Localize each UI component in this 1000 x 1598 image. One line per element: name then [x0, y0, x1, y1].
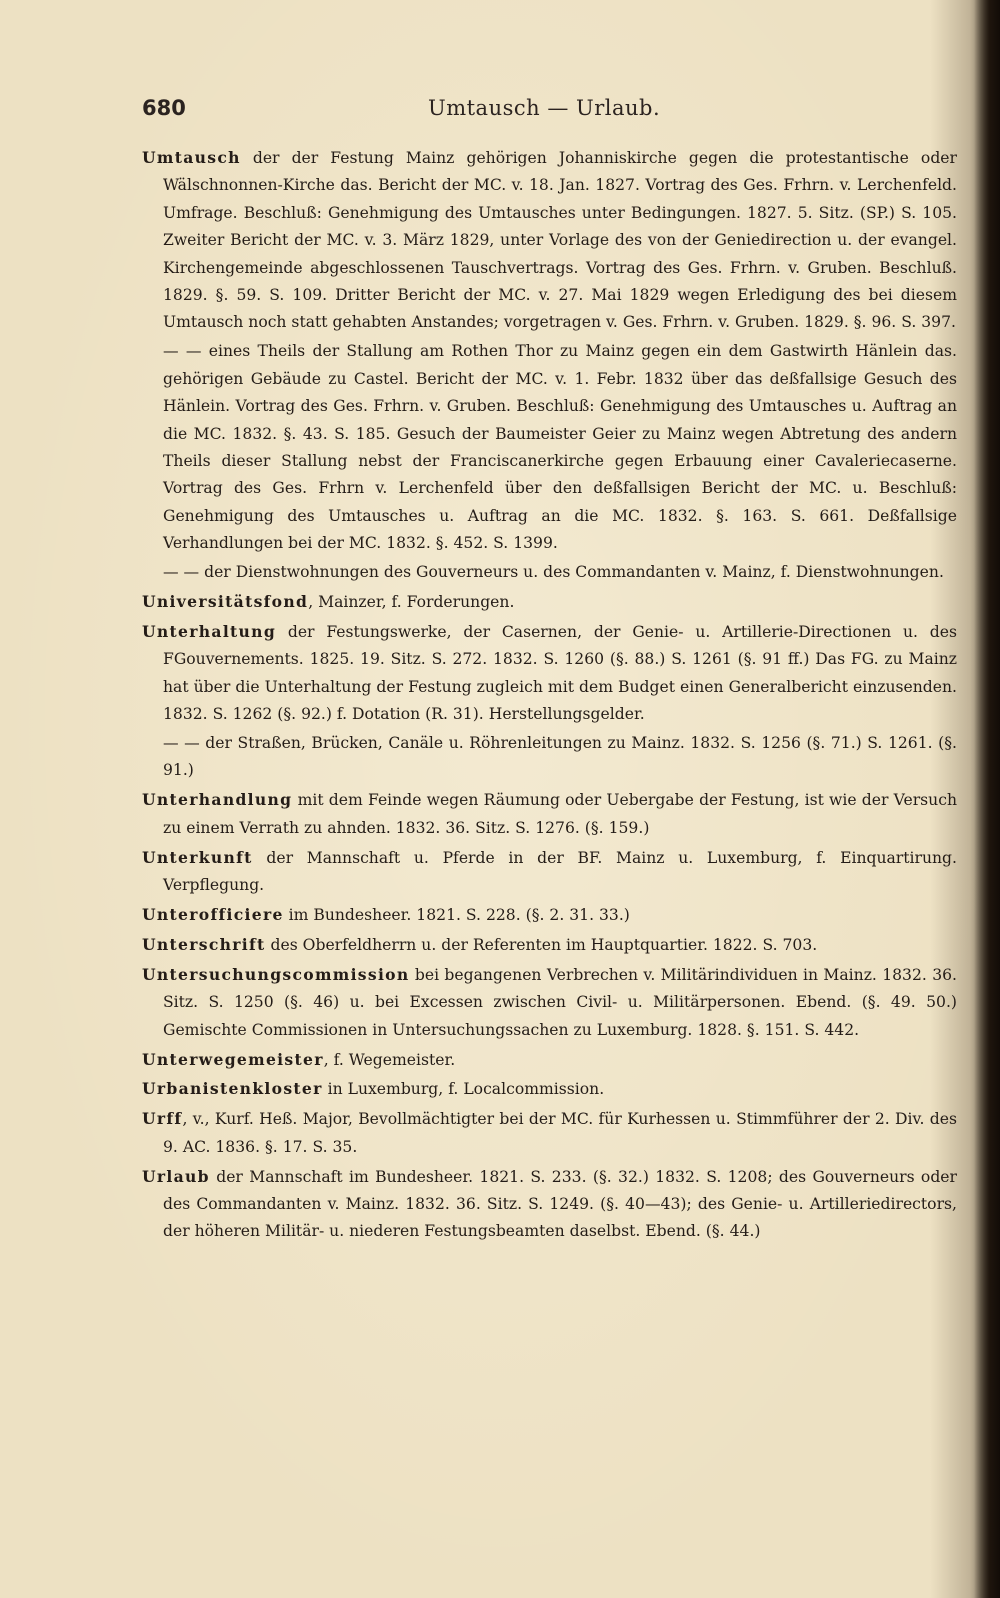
- index-subentry-stallung: [142, 338, 957, 557]
- entry-keyword: Universitätsfond: [142, 592, 309, 611]
- page-number: 680: [142, 96, 186, 120]
- index-entry-unterschrift: [142, 931, 957, 959]
- entry-keyword: Urbanistenkloster: [142, 1079, 323, 1099]
- entry-text: — — der Straßen, Brücken, Canäle u. Röhrenleitungen zu Mainz. 1832. S. 1256 (§. 71.) S. 1261. (§. 91.): [163, 734, 957, 780]
- entry-keyword: Unterkunft: [142, 847, 253, 867]
- entry-keyword: Unterhandlung: [142, 790, 293, 810]
- entry-text: der Mannschaft u. Pferde in der BF. Mainz u. Luxemburg, f. Einquartirung. Verpflegung.: [163, 848, 957, 895]
- book-binding-edge: [974, 0, 1000, 1598]
- index-entry-urbanistenkloster: [142, 1075, 957, 1103]
- index-entry-unterkunft: [142, 844, 957, 900]
- index-entry-urlaub: [142, 1163, 957, 1246]
- running-head: Umtausch — Urlaub.: [428, 96, 661, 120]
- entry-text: der der Festung Mainz gehörigen Johanniskirche gegen die protestantische oder Wälschnonnen-Kirche das. Bericht der MC. v. 18. Jan. 1827. Vortrag des Ges. Frhrn. v. Lerchenfeld. Umfrage. Beschluß: Genehmigung des Umtausches unter Bedingungen. 1827. 5. Sitz. (SP.) S. 105. Zweiter Bericht der MC. v. 3. März 1829, unter Vorlage des von der Geniedirection u. der evangel. Kirchengemeinde abgeschlossenen Tauschvertrags. Vortrag des Ges. Frhrn. v. Gruben. Beschluß. 1829. §. 59. S. 109. Dritter Bericht der MC. v. 27. Mai 1829 wegen Erledigung des bei diesem Umtausch noch statt gehabten Anstandes; vorgetragen v. Ges. Frhrn. v. Gruben. 1829. §. 96. S. 397.: [163, 149, 957, 332]
- index-entry-unterofficiere: [142, 901, 957, 929]
- entry-text: der Festungswerke, der Casernen, der Genie- u. Artillerie-Directionen u. des FGouvernements. 1825. 19. Sitz. S. 272. 1832. S. 1260 (§. 88.) S. 1261 (§. 91 ff.) Das FG. zu Mainz hat über die Unterhaltung der Festung zugleich mit dem Budget einen Generalbericht einzusenden. 1832. S. 1262 (§. 92.) f. Dotation (R. 31). Herstellungsgelder.: [163, 622, 957, 724]
- entry-keyword: Unterofficiere: [142, 904, 284, 924]
- entry-keyword: Urlaub: [142, 1166, 210, 1186]
- entry-text: , v., Kurf. Heß. Major, Bevollmächtigter bei der MC. für Kurhessen u. Stimmführer der 2. Div. des 9. AC. 1836. §. 17. S. 35.: [163, 1110, 957, 1156]
- entry-keyword: Umtausch: [142, 148, 241, 167]
- entry-text: — — eines Theils der Stallung am Rothen Thor zu Mainz gegen ein dem Gastwirth Hänlein das. gehörigen Gebäude zu Castel. Bericht der MC. v. 1. Febr. 1832 über das deßfallsige Gesuch des Hänlein. Vortrag des Ges. Frhrn. v. Gruben. Beschluß: Genehmigung des Umtausches u. Auftrag an die MC. 1832. §. 43. S. 185. Gesuch der Baumeister Geier zu Mainz wegen Abtretung des andern Theils dieser Stallung nebst der Franciscanerkirche gegen Erbauung einer Cavaleriecaserne. Vortrag des Ges. Frhrn v. Lerchenfeld über den deßfallsigen Bericht der MC. u. Beschluß: Genehmigung des Umtausches u. Auftrag an die MC. 1832. §. 163. S. 661. Deßfallsige Verhandlungen bei der MC. 1832. §. 452. S. 1399.: [163, 342, 957, 553]
- index-entry-universitaetsfond: [142, 588, 957, 616]
- index-body: [142, 144, 957, 1247]
- entry-keyword: Untersuchungscommission: [142, 964, 410, 984]
- index-entry-umtausch: [142, 144, 957, 337]
- index-entry-unterwegemeister: [142, 1046, 957, 1074]
- entry-text: , Mainzer, f. Forderungen.: [308, 593, 515, 611]
- index-entry-untersuchungscommission: [142, 961, 957, 1044]
- index-entry-unterhaltung: [142, 618, 957, 729]
- entry-text: bei begangenen Verbrechen v. Militärindividuen in Mainz. 1832. 36. Sitz. S. 1250 (§. 46) u. bei Excessen zwischen Civil- u. Militärpersonen. Ebend. (§. 49. 50.) Gemischte Commissionen in Untersuchungssachen zu Luxemburg. 1828. §. 151. S. 442.: [163, 965, 957, 1039]
- entry-text: — — der Dienstwohnungen des Gouverneurs u. des Commandanten v. Mainz, f. Dienstwohnungen.: [163, 563, 944, 582]
- entry-keyword: Unterschrift: [142, 934, 266, 954]
- entry-text: in Luxemburg, f. Localcommission.: [322, 1080, 605, 1099]
- index-subentry-dienstwohnungen: [142, 559, 957, 586]
- page-header: [142, 96, 952, 126]
- entry-keyword: Urff: [142, 1109, 183, 1129]
- entry-text: , f. Wegemeister.: [323, 1050, 456, 1069]
- entry-keyword: Unterwegemeister: [142, 1049, 324, 1069]
- index-entry-unterhandlung: [142, 786, 957, 842]
- entry-text: des Oberfeldherrn u. der Referenten im Hauptquartier. 1822. S. 703.: [265, 935, 818, 954]
- entry-text: mit dem Feinde wegen Räumung oder Uebergabe der Festung, ist wie der Versuch zu einem Verrath zu ahnden. 1832. 36. Sitz. S. 1276. (§. 159.): [163, 791, 957, 837]
- entry-text: der Mannschaft im Bundesheer. 1821. S. 233. (§. 32.) 1832. S. 1208; des Gouverneurs oder des Commandanten v. Mainz. 1832. 36. Sitz. S. 1249. (§. 40—43); des Genie- u. Artilleriedirectors, der höheren Militär- u. niederen Festungsbeamten daselbst. Ebend. (§. 44.): [163, 1167, 957, 1241]
- entry-keyword: Unterhaltung: [142, 621, 277, 641]
- index-subentry-strassen: [142, 730, 957, 785]
- entry-text: im Bundesheer. 1821. S. 228. (§. 2. 31. 33.): [283, 905, 630, 924]
- index-entry-urff: [142, 1105, 957, 1161]
